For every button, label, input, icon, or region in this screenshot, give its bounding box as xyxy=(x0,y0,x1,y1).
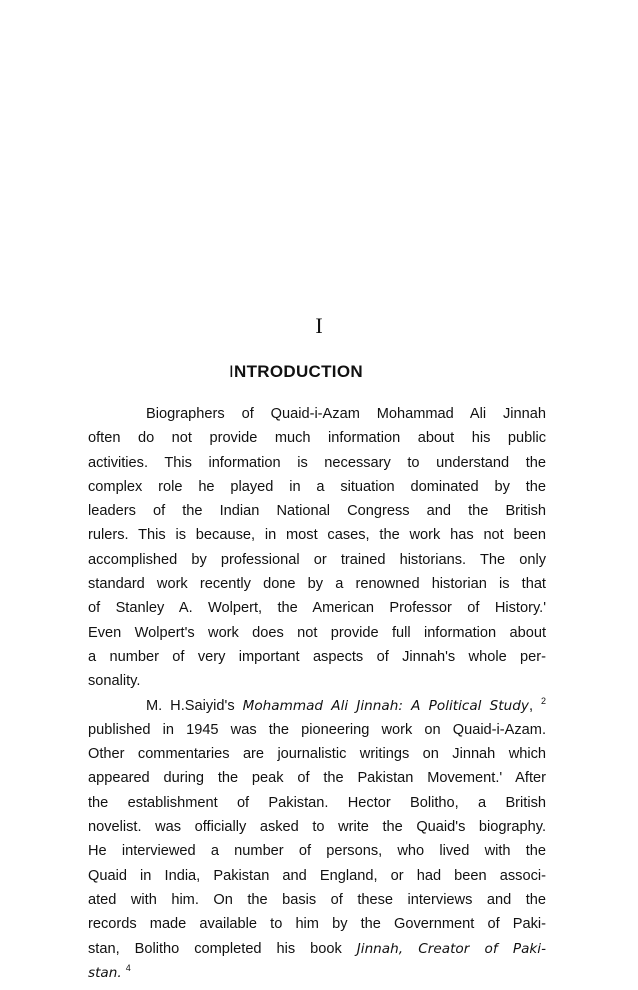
text-line: Other commentaries are journalistic writings on Jinnah which xyxy=(88,746,546,763)
chapter-title-rest: NTRODUCTION xyxy=(234,362,363,381)
text-line: accomplished by professional or trained historians. The only xyxy=(88,551,546,568)
text-line: of Stanley A. Wolpert, the American Professor of History.' xyxy=(88,600,546,617)
text-line: complex role he played in a situation dominated by the xyxy=(88,478,546,495)
text-line: novelist. was officially asked to write the Quaid's biography. xyxy=(88,819,546,836)
chapter-number: I xyxy=(315,313,323,338)
footnote-marker: 4 xyxy=(125,962,131,973)
book-title: Jinnah, Creator of Paki- xyxy=(356,940,546,957)
text-line: published in 1945 was the pioneering work on Quaid-i-Azam. xyxy=(88,721,546,738)
text-line xyxy=(88,961,546,985)
text-line: the establishment of Pakistan. Hector Bolitho, a British xyxy=(88,794,546,811)
text-line: a number of very important aspects of Jinnah's whole per- xyxy=(88,648,546,665)
text-line: records made available to him by the Government of Paki- xyxy=(88,916,546,933)
text-line: He interviewed a number of persons, who lived with the xyxy=(88,843,546,860)
text-line: appeared during the peak of the Pakistan Movement.' After xyxy=(88,770,546,787)
book-title: stan. xyxy=(88,964,122,981)
text-line: sonality. xyxy=(88,673,141,690)
chapter-title-initial: I xyxy=(229,362,235,381)
footnote-marker: 2 xyxy=(540,695,546,706)
text-line: standard work recently done by a renowned historian is that xyxy=(88,576,546,593)
text-line: often do not provide much information about his public xyxy=(88,430,546,447)
text-line xyxy=(88,694,546,718)
body-text xyxy=(88,402,546,985)
text-run: , xyxy=(528,697,533,714)
book-title: Mohammad Ali Jinnah: A Political Study xyxy=(242,697,529,714)
text-run: stan, Bolitho completed his book xyxy=(88,940,357,957)
text-line: ated with him. On the basis of these interviews and the xyxy=(88,891,546,908)
text-line: Quaid in India, Pakistan and England, or had been associ- xyxy=(88,867,546,884)
text-run: M. H.Saiyid's xyxy=(146,697,243,714)
text-line: activities. This information is necessary to understand the xyxy=(88,454,546,471)
text-line: Biographers of Quaid-i-Azam Mohammad Ali Jinnah xyxy=(146,406,546,422)
chapter-title xyxy=(229,361,363,383)
text-line: rulers. This is because, in most cases, the work has not been xyxy=(88,527,546,544)
text-line: leaders of the Indian National Congress and the British xyxy=(88,503,546,520)
text-line xyxy=(88,937,546,961)
text-line: Even Wolpert's work does not provide full information about xyxy=(88,624,546,641)
